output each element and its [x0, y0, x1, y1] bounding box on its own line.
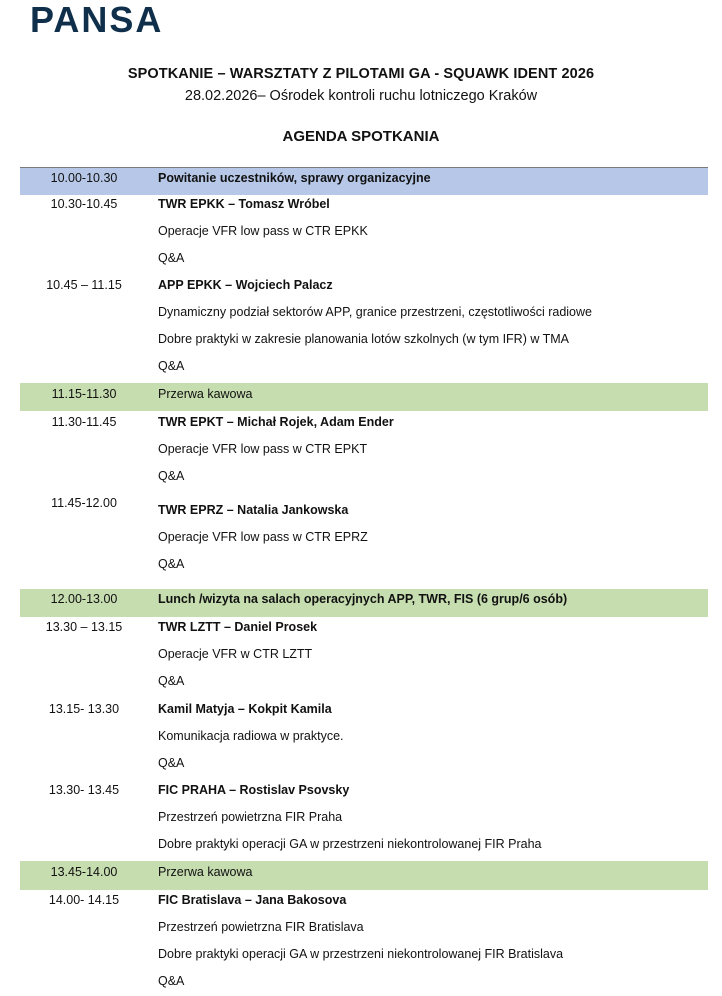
agenda-item: Dobre praktyki operacji GA w przestrzeni niekontrolowanej FIR Bratislava [158, 947, 564, 961]
agenda-item: Lunch /wizyta na salach operacyjnych APP, TWR, FIS (6 grup/6 osób) [158, 592, 568, 606]
pansa-logo [30, 2, 200, 36]
agenda-item: Powitanie uczestników, sprawy organizacyjne [158, 171, 431, 185]
agenda-item: Przerwa kawowa [158, 387, 253, 401]
agenda-item: TWR EPKT – Michał Rojek, Adam Ender [158, 415, 394, 429]
agenda-item: Operacje VFR low pass w CTR EPKT [158, 442, 368, 456]
agenda-item: Q&A [158, 251, 185, 265]
agenda-time: 10.00-10.30 [50, 171, 118, 185]
agenda-item: Dynamiczny podział sektorów APP, granice przestrzeni, częstotliwości radiowe [158, 305, 592, 319]
agenda-item: Przestrzeń powietrzna FIR Praha [158, 810, 343, 824]
agenda-item: Q&A [158, 469, 185, 483]
agenda-item: FIC PRAHA – Rostislav Psovsky [158, 783, 350, 797]
agenda-time: 11.15-11.30 [51, 387, 117, 401]
agenda-item: TWR EPKK – Tomasz Wróbel [158, 197, 330, 211]
agenda-item: TWR LZTT – Daniel Prosek [158, 620, 318, 634]
agenda-item: Kamil Matyja – Kokpit Kamila [158, 702, 332, 716]
agenda-time: 10.30-10.45 [50, 197, 118, 211]
agenda-heading: AGENDA SPOTKANIA [282, 128, 440, 145]
logo-wordmark: PANSA [30, 2, 164, 36]
agenda-item: Q&A [158, 756, 185, 770]
agenda-time: 11.30-11.45 [51, 415, 117, 429]
agenda-time: 10.45 – 11.15 [46, 278, 122, 292]
meeting-date-location: 28.02.2026– Ośrodek kontroli ruchu lotniczego Kraków [184, 88, 538, 104]
agenda-item: Przestrzeń powietrzna FIR Bratislava [158, 920, 364, 934]
agenda-item: Komunikacja radiowa w praktyce. [158, 729, 344, 743]
agenda-item: Operacje VFR low pass w CTR EPRZ [158, 530, 368, 544]
agenda-item: Przerwa kawowa [158, 865, 253, 879]
agenda-time: 14.00- 14.15 [48, 893, 120, 907]
agenda-time: 11.45-12.00 [51, 496, 117, 510]
agenda-time: 13.15- 13.30 [48, 702, 120, 716]
agenda-item: FIC Bratislava – Jana Bakosova [158, 893, 347, 907]
agenda-item: TWR EPRZ – Natalia Jankowska [158, 503, 349, 517]
agenda-time: 13.30- 13.45 [48, 783, 120, 797]
agenda-item: Dobre praktyki operacji GA w przestrzeni niekontrolowanej FIR Praha [158, 837, 542, 851]
agenda-item: Q&A [158, 359, 185, 373]
agenda-item: Q&A [158, 974, 185, 988]
agenda-item: Q&A [158, 557, 185, 571]
meeting-title: SPOTKANIE – WARSZTATY Z PILOTAMI GA - SQUAWK IDENT 2026 [127, 66, 595, 82]
agenda-item: Operacje VFR low pass w CTR EPKK [158, 224, 368, 238]
agenda-item: Dobre praktyki w zakresie planowania lotów szkolnych (w tym IFR) w TMA [158, 332, 570, 346]
agenda-time: 12.00-13.00 [50, 592, 118, 606]
agenda-time: 13.30 – 13.15 [45, 620, 123, 634]
agenda-item: APP EPKK – Wojciech Palacz [158, 278, 333, 292]
agenda-time: 13.45-14.00 [50, 865, 118, 879]
agenda-item: Operacje VFR w CTR LZTT [158, 647, 313, 661]
agenda-item: Q&A [158, 674, 185, 688]
